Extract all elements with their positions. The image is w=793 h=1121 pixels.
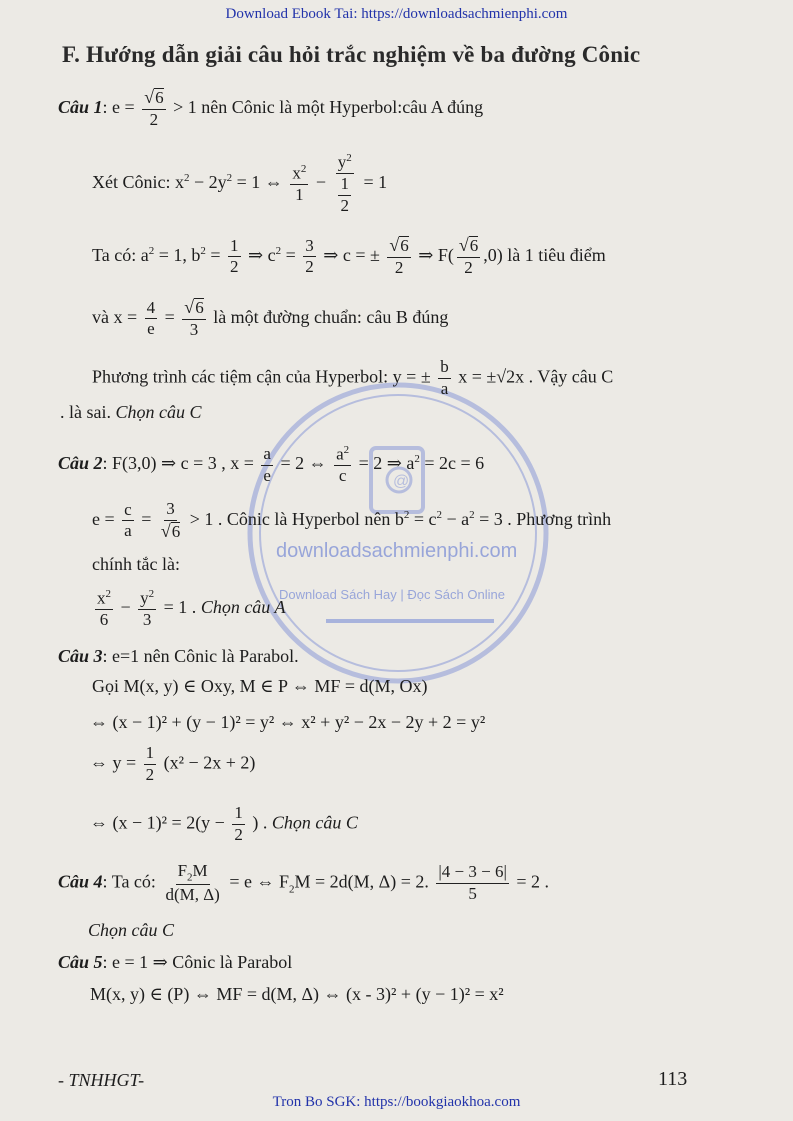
q1-line5-a: Phương trình các tiệm cận của Hyperbol: y = ±: [92, 366, 431, 387]
q2-label: Câu 2: [58, 453, 103, 474]
q1-frac-e: $\frac{√6}{2}$: [144, 87, 164, 129]
q3-line1: [58, 646, 299, 667]
q1-line1: [58, 88, 483, 129]
q2-line3: chính tắc là:: [92, 554, 180, 574]
q4-line1-d: = 2 .: [516, 871, 549, 892]
q2-line2-c: = c: [413, 508, 437, 529]
q2-line1-a: : F(3,0) ⇒ c = 3 , x =: [102, 453, 254, 474]
footer-sgk-link[interactable]: Tron Bo SGK: https://bookgiaokhoa.com: [272, 1094, 521, 1110]
q3-line5-a: ⇔ (x − 1)² = 2(y −: [90, 812, 225, 833]
q1-line3: Ta có: $a^2 = 1$, $b^2$ = $\frac{1}{2}$ ⇒ $c^2$ = $\frac{3}{2}$ ⇒ c = ± $\frac{√6}{2}$ ⇒ F( $\frac{√6}{2}$ ,0) là 1 tiêu điểm: [92, 235, 606, 277]
q1-line2-c: = 1 ⇔: [236, 171, 283, 192]
q4-line1: Câu 4: Ta có: $\frac{F_2M}{d(M, \Delta)}$ = e ⇔ $F_2M = 2d(M$, Δ) = 2. $\frac{|4 - 3 - 6|}{5}$ = 2 .: [58, 861, 549, 905]
q2-line1-c: = 2 ⇒ a: [358, 453, 415, 474]
q2-line2-e: = 3 . Phương trình: [479, 508, 612, 529]
q5-label: Câu 5: [58, 952, 103, 972]
q3-line4-a: ⇔ y =: [90, 752, 137, 773]
q3-line3: ⇔ (x − 1)² + (y − 1)² = y² ⇔ x² + y² − 2x − 2y + 2 = y²: [90, 712, 486, 732]
q2-line2-b: > 1 . Cônic là Hyperbol nên b: [189, 508, 404, 529]
q1-line5-b: x = ±: [458, 366, 497, 387]
q3-label: Câu 3: [58, 646, 103, 666]
q2-line1-b: = 2 ⇔: [280, 453, 327, 474]
q1-line2-b: − 2y: [194, 171, 227, 192]
page-number: 113: [658, 1068, 688, 1090]
q1-line5: Phương trình các tiệm cận của Hyperbol: y = ± $\frac{b}{a}$ x = ±√2x . Vậy câu C: [92, 357, 614, 398]
q1-frac-y2: $\frac{y^2}{\frac{1}{2}}$: [337, 152, 352, 216]
q1-line3-a: Ta có: a: [92, 244, 149, 265]
publisher-mark: - TNHHGT-: [58, 1070, 145, 1090]
q2-line2-d: − a: [446, 508, 470, 529]
q5-line1: [58, 952, 292, 973]
q1-line1-b: > 1 nên Cônic là một Hyperbol:câu A đúng: [173, 96, 484, 117]
q4-line1-b: = e ⇔ F: [229, 871, 289, 892]
header-download-link[interactable]: Download Ebook Tai: https://downloadsachmienphi.com: [225, 6, 568, 22]
q1-label: Câu 1: [58, 96, 103, 117]
q3-line4-b: (x² − 2x + 2): [163, 752, 256, 773]
q4-line1-c: M = 2d(M, Δ) = 2.: [294, 871, 429, 892]
q3-line5: ⇔ (x − 1)² = 2(y − $\frac{1}{2}$ ) . Chọn câu C: [90, 803, 358, 844]
q5-line2: M(x, y) ∈ (P) ⇔ MF = d(M, Δ) ⇔ (x - 3)² + (y − 1)² = x²: [90, 984, 504, 1004]
svg-text:@: @: [393, 473, 410, 490]
q1-line5-c: 2x . Vậy câu C: [506, 366, 614, 387]
watermark-bar: [326, 619, 494, 623]
watermark-site: downloadsachmienphi.com: [276, 540, 518, 562]
q3-line2: Gọi M(x, y) ∈ Oxy, M ∈ P ⇔ MF = d(M, Ox): [92, 676, 428, 696]
q3-line1-a: : e=1 nên Cônic là Parabol.: [102, 646, 299, 666]
watermark-tagline: Download Sách Hay | Đọc Sách Online: [279, 587, 505, 602]
q3-line4: ⇔ y = $\frac{1}{2}$ (x² − 2x + 2): [90, 743, 256, 784]
q1-line2-a: Xét Cônic: x: [92, 171, 184, 192]
q1-line1-a: : e =: [102, 96, 135, 117]
q1-line2-d: = 1: [363, 171, 388, 192]
q1-line3-b: là 1 tiêu điểm: [507, 244, 606, 265]
q1-line6: [60, 402, 202, 423]
q1-line2: Xét Cônic: $x^2 - 2y^2 = 1$ ⇔ $\frac{x^2}{1}$ − $\frac{y^2}{\frac{1}{2}}$ = 1: [92, 152, 388, 216]
section-title: F. Hướng dẫn giải câu hỏi trắc nghiệm về ba đường Cônic: [62, 42, 641, 67]
q1-line4-a: và x =: [92, 306, 138, 327]
q2-answer: Chọn câu A: [200, 597, 286, 618]
q4-answer: Chọn câu C: [88, 920, 175, 940]
q2-line2: e = $\frac{c}{a}$ = $\frac{3}{√6}$ > 1 . Cônic là Hyperbol nên $b^2 = c^2 - a^2 = 3$ . Phương trình: [92, 499, 612, 541]
q5-line1-a: : e = 1 ⇒ Cônic là Parabol: [102, 952, 293, 972]
q2-line2-a: e =: [92, 508, 115, 529]
q1-line6-a: . là sai.: [60, 402, 111, 422]
q2-line1: Câu 2: F(3,0) ⇒ c = 3 , x = $\frac{a}{e}$ = 2 ⇔ $\frac{a^2}{c}$ = 2 ⇒ $a^2 = 2c = 6$: [58, 443, 485, 486]
q1-line4: và x = $\frac{4}{e}$ = $\frac{√6}{3}$ là một đường chuẩn: câu B đúng: [92, 297, 449, 339]
q2-line4: $\frac{x^2}{6}$ − $\frac{y^2}{3}$ = 1 . Chọn câu A: [97, 588, 286, 630]
q2-line1-d: = 2c = 6: [424, 453, 485, 474]
q1-frac-x2: $\frac{x^2}{1}$: [292, 162, 307, 205]
q4-label: Câu 4: [58, 871, 103, 892]
q3-answer: Chọn câu C: [271, 812, 358, 833]
q1-answer: Chọn câu C: [115, 402, 202, 422]
q2-line4-b: = 1 .: [163, 597, 197, 618]
q3-line5-b: ) .: [252, 812, 268, 833]
q4-line1-a: : Ta có:: [102, 871, 156, 892]
q1-line4-b: là một đường chuẩn: câu B đúng: [213, 306, 449, 327]
